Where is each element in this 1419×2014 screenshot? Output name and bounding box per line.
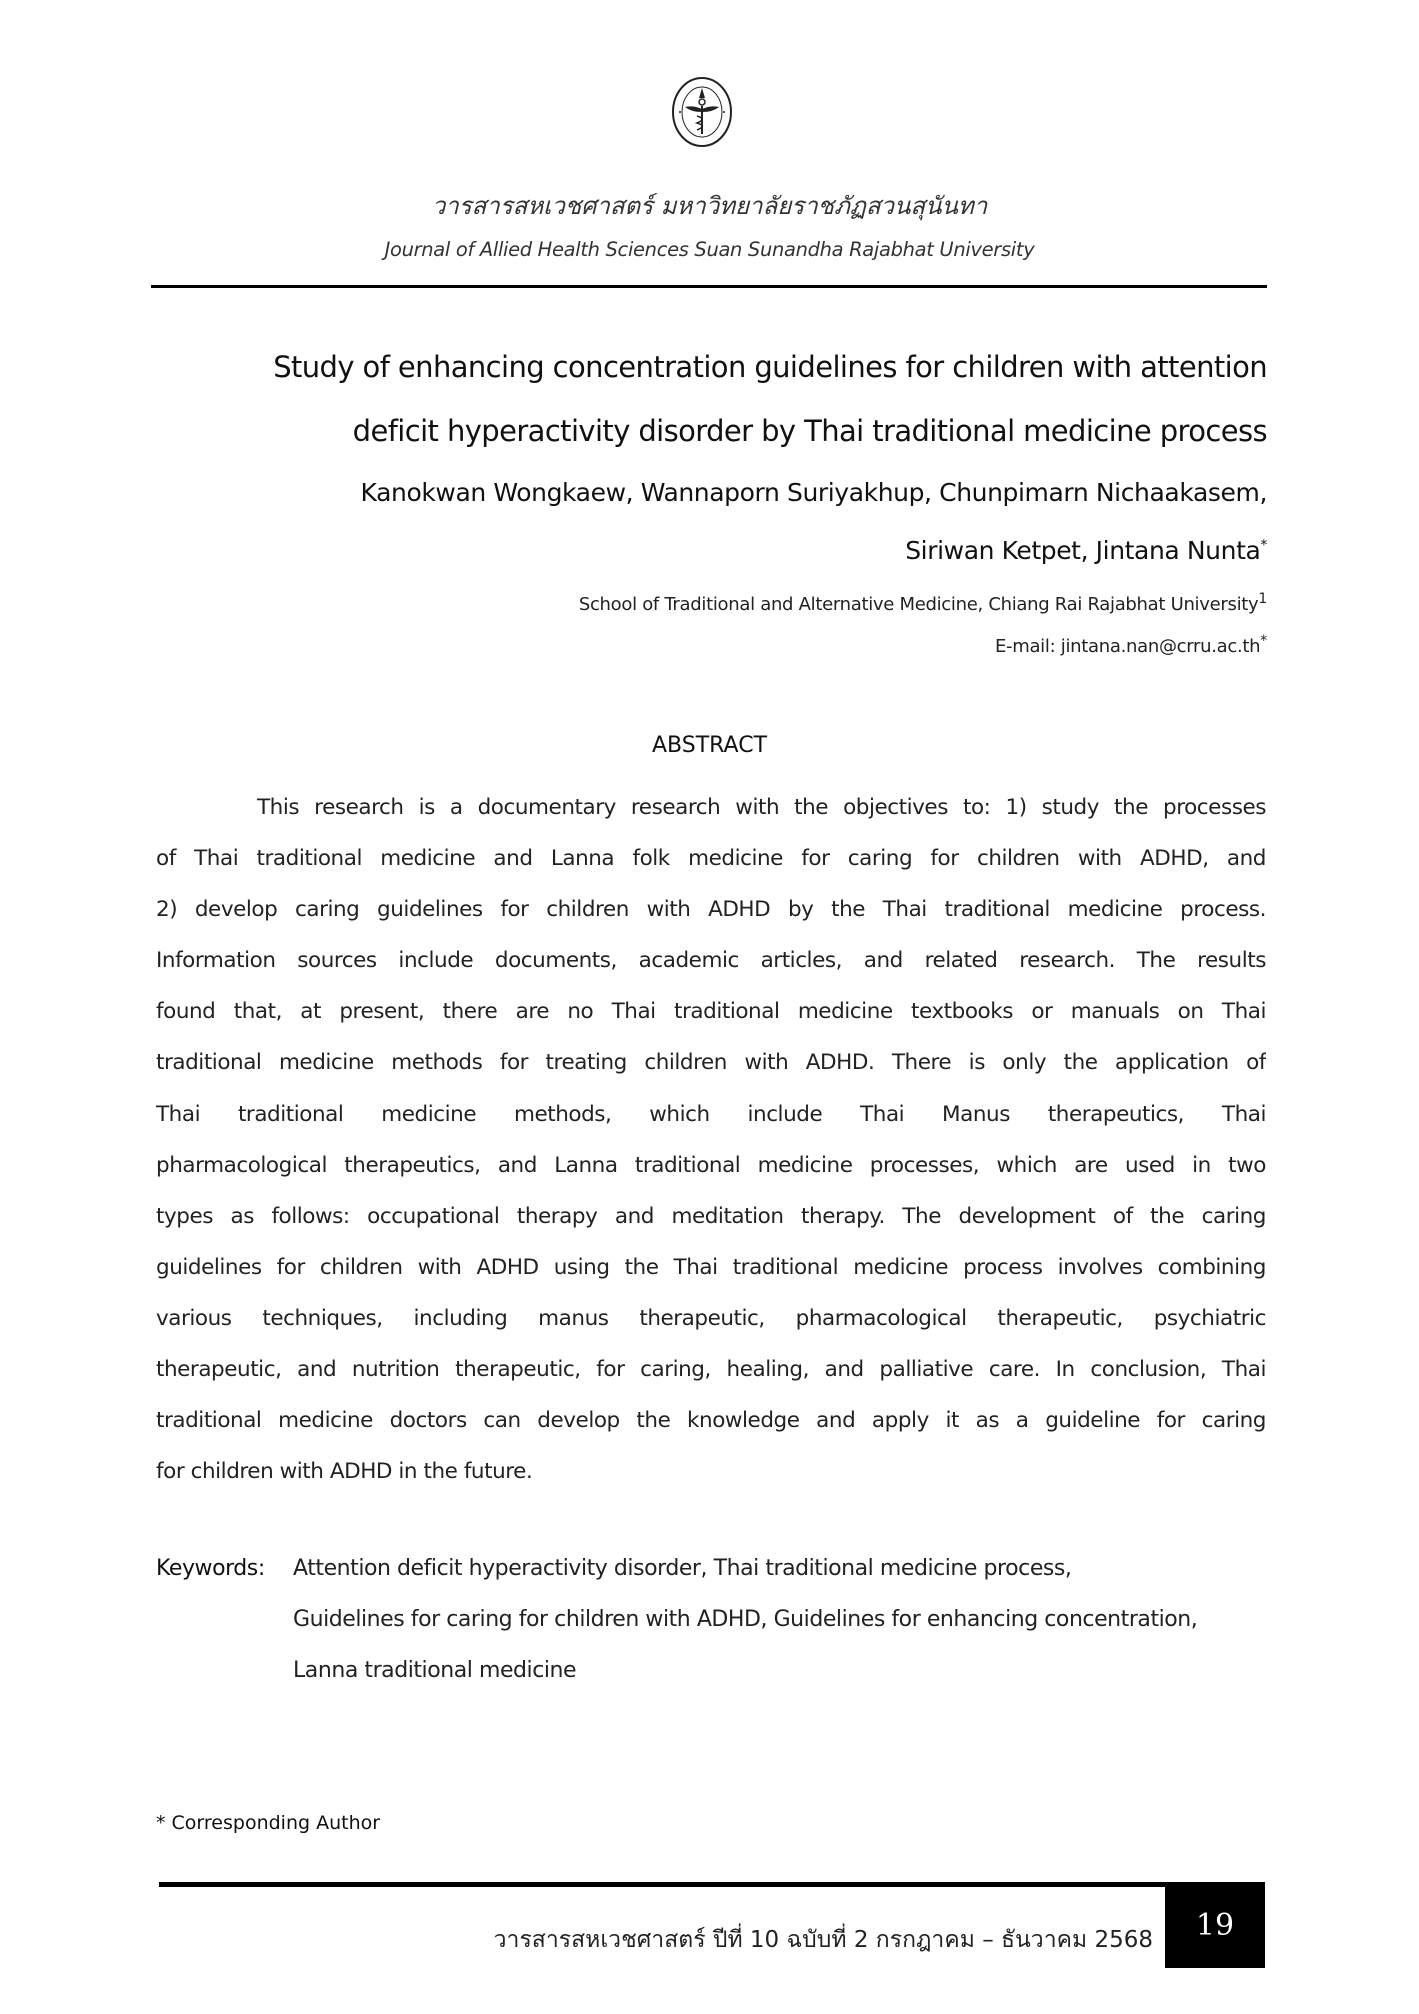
- page-number: [1165, 1882, 1265, 1968]
- footer-divider: [159, 1882, 1167, 1887]
- abstract-line: This research is a documentary research with the objectives to: 1) study the processes: [257, 795, 1266, 820]
- affiliation-text: School of Traditional and Alternative Medicine, Chiang Rai Rajabhat University: [578, 594, 1259, 615]
- corresponding-author-mark: *: [1260, 537, 1267, 554]
- abstract-body: [156, 782, 1266, 1497]
- authors-line-2: [905, 536, 1267, 565]
- affiliation: [578, 591, 1267, 615]
- abstract-line: types as follows: occupational therapy and meditation therapy. The development of the caring: [156, 1203, 1266, 1229]
- corresponding-author-footnote: * Corresponding Author: [156, 1812, 381, 1834]
- abstract-line: traditional medicine doctors can develop the knowledge and apply it as a guideline for caring: [156, 1408, 1266, 1434]
- keywords-list: [293, 1543, 1197, 1696]
- authors-names: Siriwan Ketpet, Jintana Nunta: [905, 536, 1261, 565]
- email-text[interactable]: E-mail: jintana.nan@crru.ac.th: [994, 636, 1261, 657]
- article-title-line-2: deficit hyperactivity disorder by Thai traditional medicine process: [352, 414, 1267, 448]
- keywords-label: Keywords:: [156, 1556, 265, 1581]
- affiliation-mark: 1: [1258, 591, 1267, 607]
- abstract-line: 2) develop caring guidelines for children with ADHD by the Thai traditional medicine process.: [156, 897, 1266, 923]
- abstract-line: Information sources include documents, academic articles, and related research. The results: [156, 948, 1266, 974]
- abstract-line: various techniques, including manus therapeutic, pharmacological therapeutic, psychiatric: [156, 1305, 1266, 1331]
- author-email: [994, 633, 1267, 657]
- abstract-line: pharmacological therapeutics, and Lanna traditional medicine processes, which are used in two: [156, 1152, 1266, 1178]
- journal-name-english: Journal of Allied Health Sciences Suan Sunandha Rajabhat University: [384, 238, 1035, 261]
- email-mark: *: [1260, 633, 1267, 649]
- abstract-line: therapeutic, and nutrition therapeutic, for caring, healing, and palliative care. In conclusion, Thai: [156, 1357, 1266, 1383]
- keywords-line: Lanna traditional medicine: [293, 1658, 577, 1683]
- abstract-line: traditional medicine methods for treating children with ADHD. There is only the application of: [156, 1050, 1266, 1076]
- abstract-line: guidelines for children with ADHD using the Thai traditional medicine process involves combining: [156, 1254, 1266, 1280]
- abstract-line: for children with ADHD in the future.: [156, 1459, 533, 1485]
- allied-health-seal-icon: [671, 76, 733, 148]
- article-title-line-1: Study of enhancing concentration guidelines for children with attention: [273, 350, 1267, 384]
- abstract-heading: ABSTRACT: [651, 733, 768, 758]
- page-number-text: 19: [1195, 1907, 1235, 1943]
- journal-name-thai: วารสารสหเวชศาสตร์ มหาวิทยาลัยราชภัฏสวนสุนันทา: [431, 192, 988, 220]
- keywords-line: Attention deficit hyperactivity disorder, Thai traditional medicine process,: [293, 1556, 1072, 1581]
- abstract-line: found that, at present, there are no Thai traditional medicine textbooks or manuals on Thai: [156, 999, 1266, 1025]
- footer-issue-info: วารสารสหเวชศาสตร์ ปีที่ 10 ฉบับที่ 2 กรกฎาคม – ธันวาคม 2568: [493, 1927, 1153, 1953]
- keywords-line: Guidelines for caring for children with ADHD, Guidelines for enhancing concentration,: [293, 1607, 1198, 1632]
- header-divider: [151, 285, 1267, 288]
- abstract-line: Thai traditional medicine methods, which include Thai Manus therapeutics, Thai: [156, 1101, 1266, 1127]
- journal-logo: [671, 76, 733, 148]
- abstract-line: of Thai traditional medicine and Lanna folk medicine for caring for children with ADHD, and: [156, 846, 1266, 872]
- authors-line-1: Kanokwan Wongkaew, Wannaporn Suriyakhup, Chunpimarn Nichaakasem,: [360, 478, 1267, 507]
